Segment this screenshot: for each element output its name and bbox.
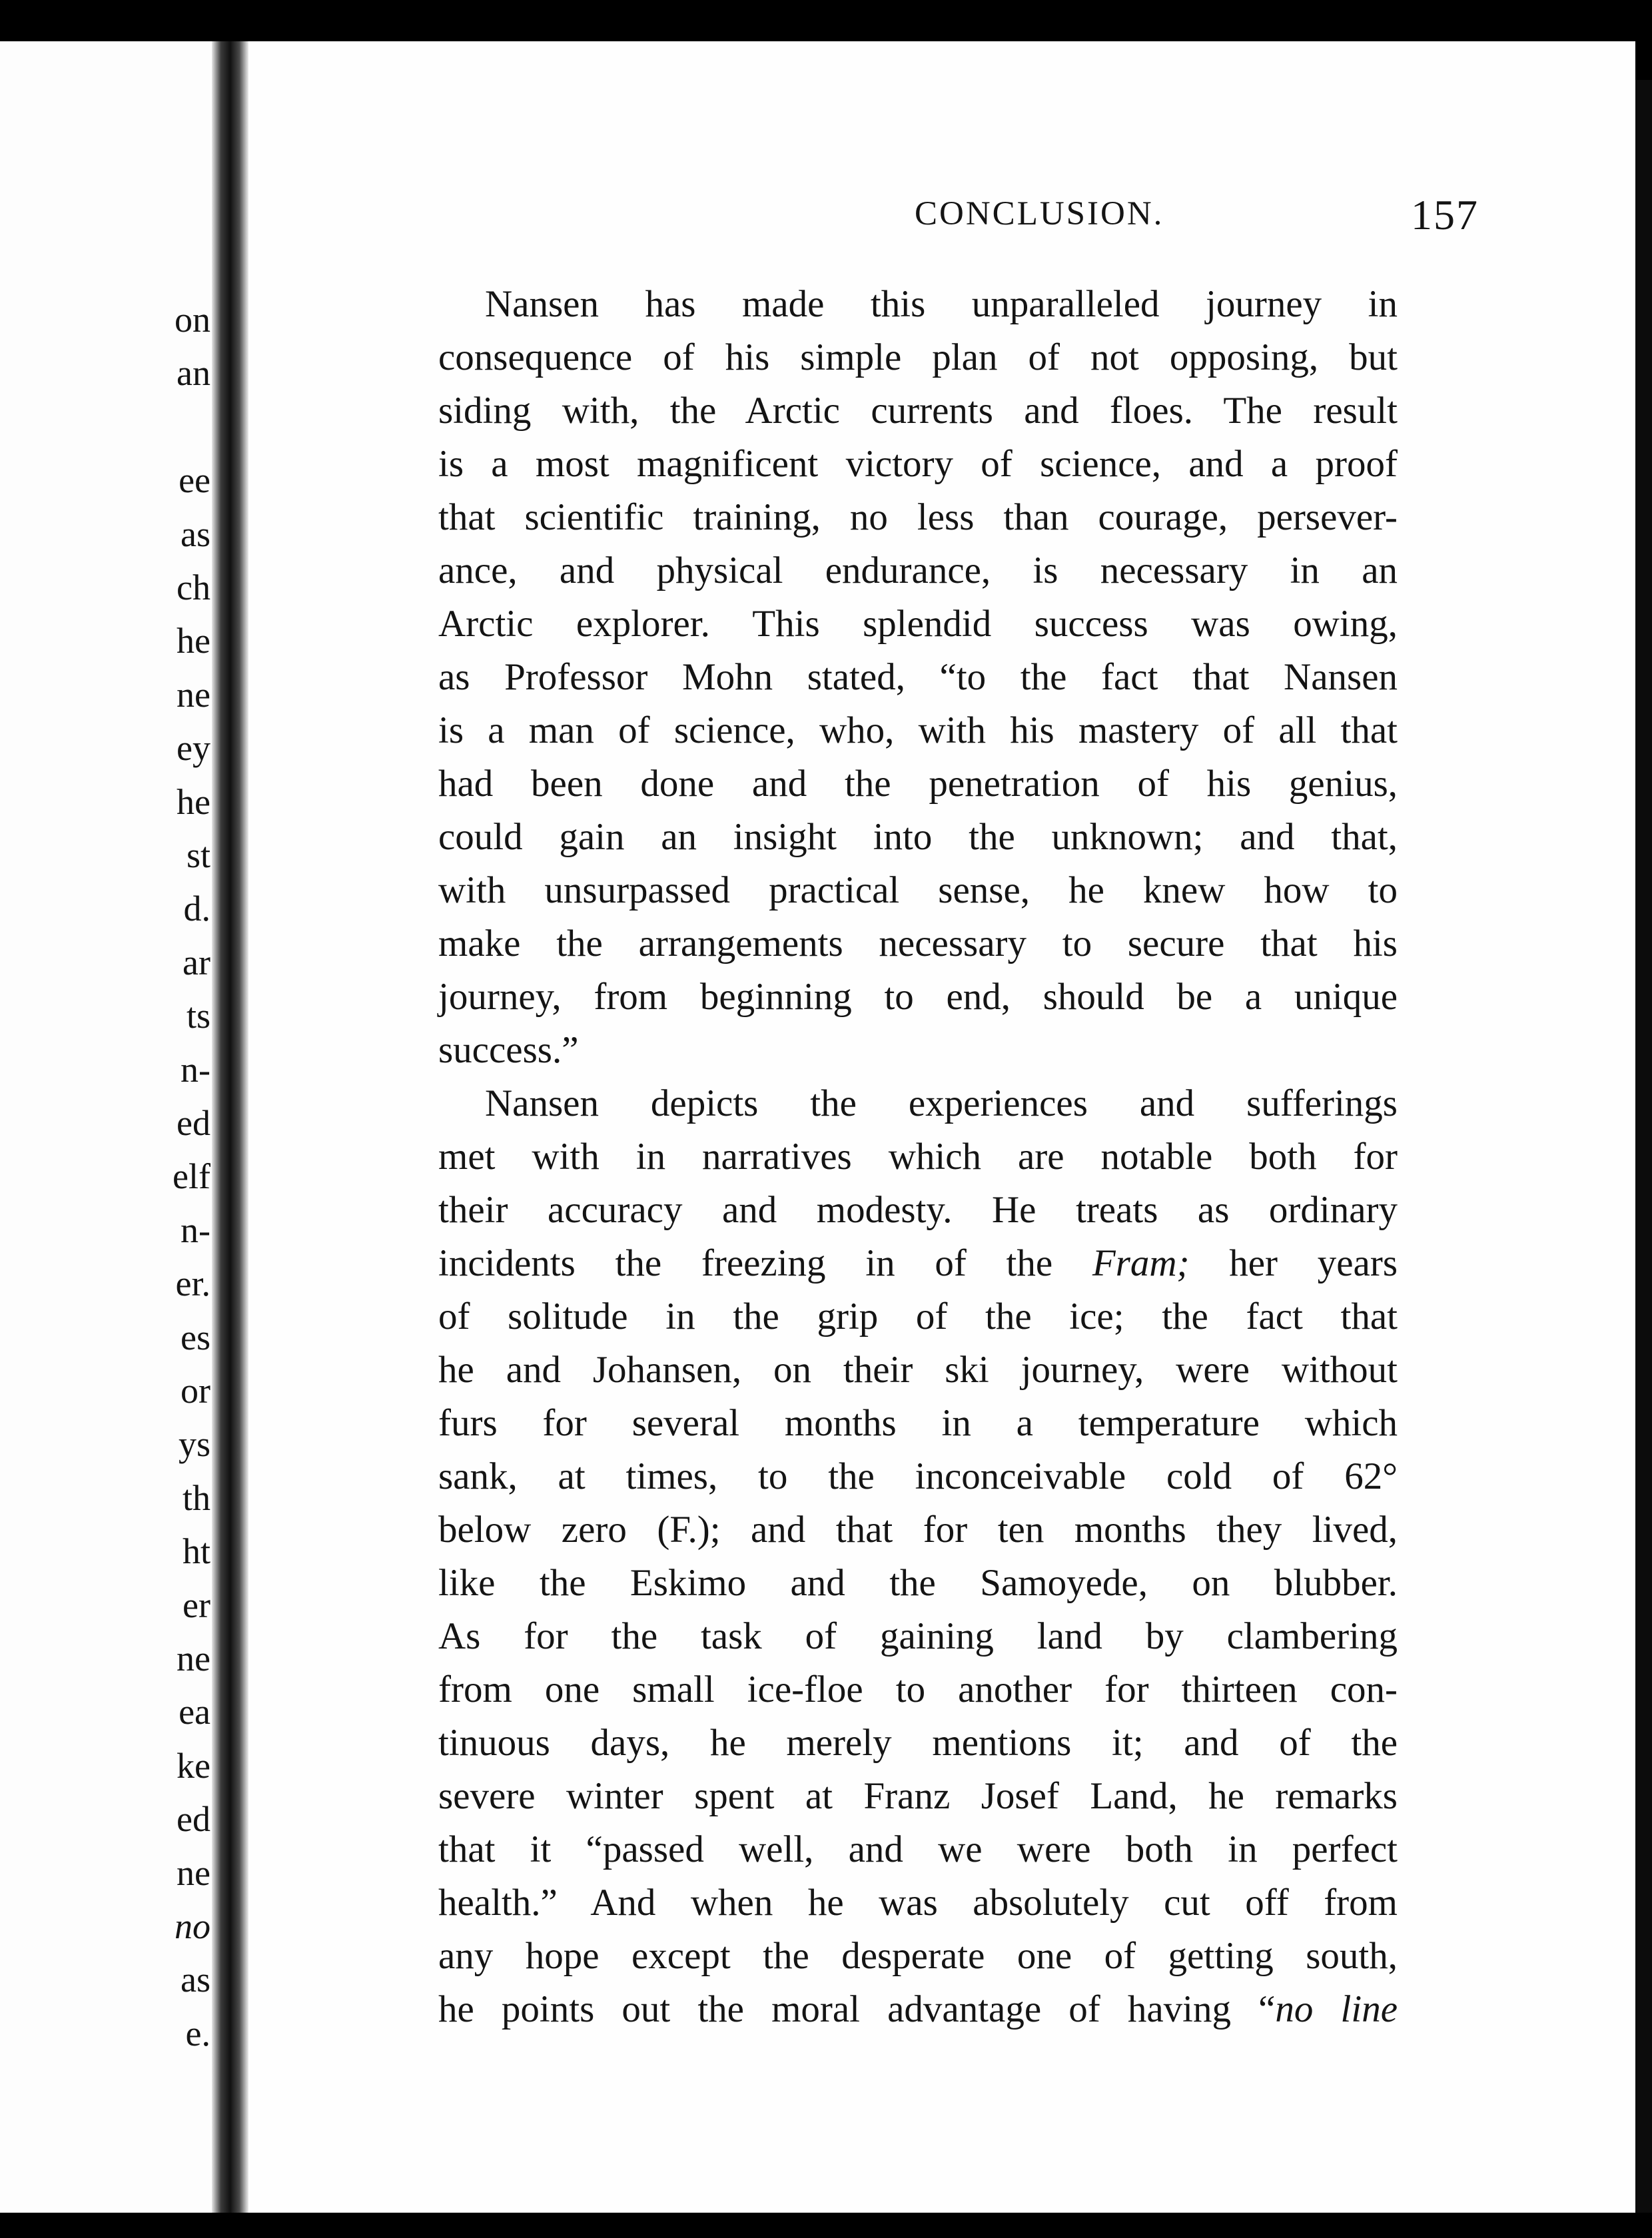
facing-page-line-fragment: on <box>175 300 210 340</box>
facing-page-line-fragment: th <box>182 1477 210 1518</box>
text-line: from one small ice-floe to another for thirteen con- <box>438 1669 1398 1710</box>
text-line: Nansen depicts the experiences and sufferings <box>485 1082 1398 1124</box>
text-line: severe winter spent at Franz Josef Land, he remarks <box>438 1775 1398 1817</box>
facing-page-line-fragment: n- <box>181 1210 210 1250</box>
facing-page-fragment <box>0 41 212 2213</box>
facing-page-line-fragment: ne <box>177 1852 210 1893</box>
facing-page-line-fragment: ys <box>178 1424 210 1465</box>
facing-page-line-fragment: d. <box>183 889 210 929</box>
italic-phrase: no line <box>1275 1988 1398 2030</box>
italic-ship-name: Fram; <box>1092 1242 1190 1284</box>
facing-page-line-fragment: ht <box>182 1531 210 1572</box>
text-line: with unsurpassed practical sense, he knew how to <box>438 869 1398 911</box>
text-line: success.” <box>438 1029 579 1071</box>
facing-page-line-fragment: ke <box>177 1745 210 1786</box>
book-page <box>248 41 1635 2213</box>
text-line: Nansen has made this unparalleled journey in <box>485 283 1398 325</box>
text-line: journey, from beginning to end, should be a unique <box>438 976 1398 1018</box>
facing-page-line-fragment: ed <box>177 1799 210 1840</box>
facing-page-line-fragment: ch <box>177 567 210 607</box>
text-line: is a most magnificent victory of science, and a proof <box>438 443 1398 485</box>
text-line: had been done and the penetration of his genius, <box>438 763 1398 805</box>
text-run: her years <box>1189 1242 1398 1284</box>
text-run: he points out the moral advantage of having “ <box>438 1988 1276 2030</box>
facing-page-line-fragment: an <box>177 353 210 394</box>
text-line: of solitude in the grip of the ice; the fact that <box>438 1296 1398 1337</box>
text-line: any hope except the desperate one of getting south, <box>438 1935 1398 1977</box>
facing-page-line-fragment: he <box>177 621 210 661</box>
text-line: Arctic explorer. This splendid success was owing, <box>438 603 1398 645</box>
page-number: 157 <box>1411 191 1479 238</box>
text-line: he and Johansen, on their ski journey, were without <box>438 1349 1398 1391</box>
text-line: could gain an insight into the unknown; and that, <box>438 816 1398 858</box>
text-line: make the arrangements necessary to secure that his <box>438 923 1398 964</box>
book-gutter <box>212 41 248 2213</box>
facing-page-line-fragment: n- <box>181 1049 210 1090</box>
facing-page-line-fragment: ea <box>179 1692 210 1732</box>
facing-page-line-fragment: ee <box>179 460 210 501</box>
facing-page-line-fragment: or <box>181 1371 210 1411</box>
facing-page-line-fragment: e. <box>185 2013 210 2053</box>
text-line: is a man of science, who, with his mastery of all that <box>438 709 1398 751</box>
text-run: incidents the freezing in of the <box>438 1242 1092 1284</box>
facing-page-line-fragment: as <box>181 1960 210 2000</box>
text-line: sank, at times, to the inconceivable cold of 62° <box>438 1455 1398 1497</box>
text-line: ance, and physical endurance, is necessary in an <box>438 550 1398 591</box>
text-line: below zero (F.); and that for ten months they lived, <box>438 1509 1398 1551</box>
text-line: that it “passed well, and we were both in perfect <box>438 1828 1398 1870</box>
text-line: met with in narratives which are notable both for <box>438 1136 1398 1178</box>
facing-page-line-fragment: ts <box>186 996 210 1036</box>
text-line: their accuracy and modesty. He treats as ordinary <box>438 1189 1398 1231</box>
text-line: tinuous days, he merely mentions it; and of the <box>438 1722 1398 1764</box>
text-line: furs for several months in a temperature which <box>438 1402 1398 1444</box>
text-line: consequence of his simple plan of not opposing, but <box>438 336 1398 378</box>
facing-page-line-fragment: he <box>177 781 210 822</box>
facing-page-line-fragment: ey <box>177 728 210 769</box>
facing-page-line-fragment: ne <box>177 1639 210 1678</box>
facing-page-line-fragment: ed <box>177 1103 210 1143</box>
text-line: siding with, the Arctic currents and floes. The result <box>438 390 1398 432</box>
text-line: As for the task of gaining land by clambering <box>438 1615 1398 1657</box>
text-line-with-italic <box>438 1237 1398 1290</box>
facing-page-line-fragment: es <box>181 1317 210 1357</box>
facing-page-line-fragment: as <box>181 514 210 554</box>
facing-page-line-fragment: elf <box>173 1156 210 1197</box>
facing-page-line-fragment: ar <box>183 942 210 982</box>
text-line: like the Eskimo and the Samoyede, on blubber. <box>438 1562 1398 1604</box>
facing-page-line-fragment: ne <box>177 674 210 715</box>
facing-page-line-fragment: st <box>186 835 210 875</box>
running-head: CONCLUSION. <box>915 195 1164 232</box>
text-line: that scientific training, no less than courage, persever- <box>438 496 1398 538</box>
scan-border <box>0 2213 1652 2238</box>
body-text <box>438 278 1398 2036</box>
facing-page-line-fragment: er. <box>175 1264 210 1304</box>
facing-page-line-fragment: er <box>183 1585 210 1625</box>
page-edge-shadow <box>1635 80 1652 2213</box>
text-line-with-italic <box>438 1983 1398 2036</box>
text-line: as Professor Mohn stated, “to the fact that Nansen <box>438 656 1398 698</box>
facing-page-line-fragment: no <box>175 1906 210 1946</box>
text-line: health.” And when he was absolutely cut off from <box>438 1882 1398 1924</box>
